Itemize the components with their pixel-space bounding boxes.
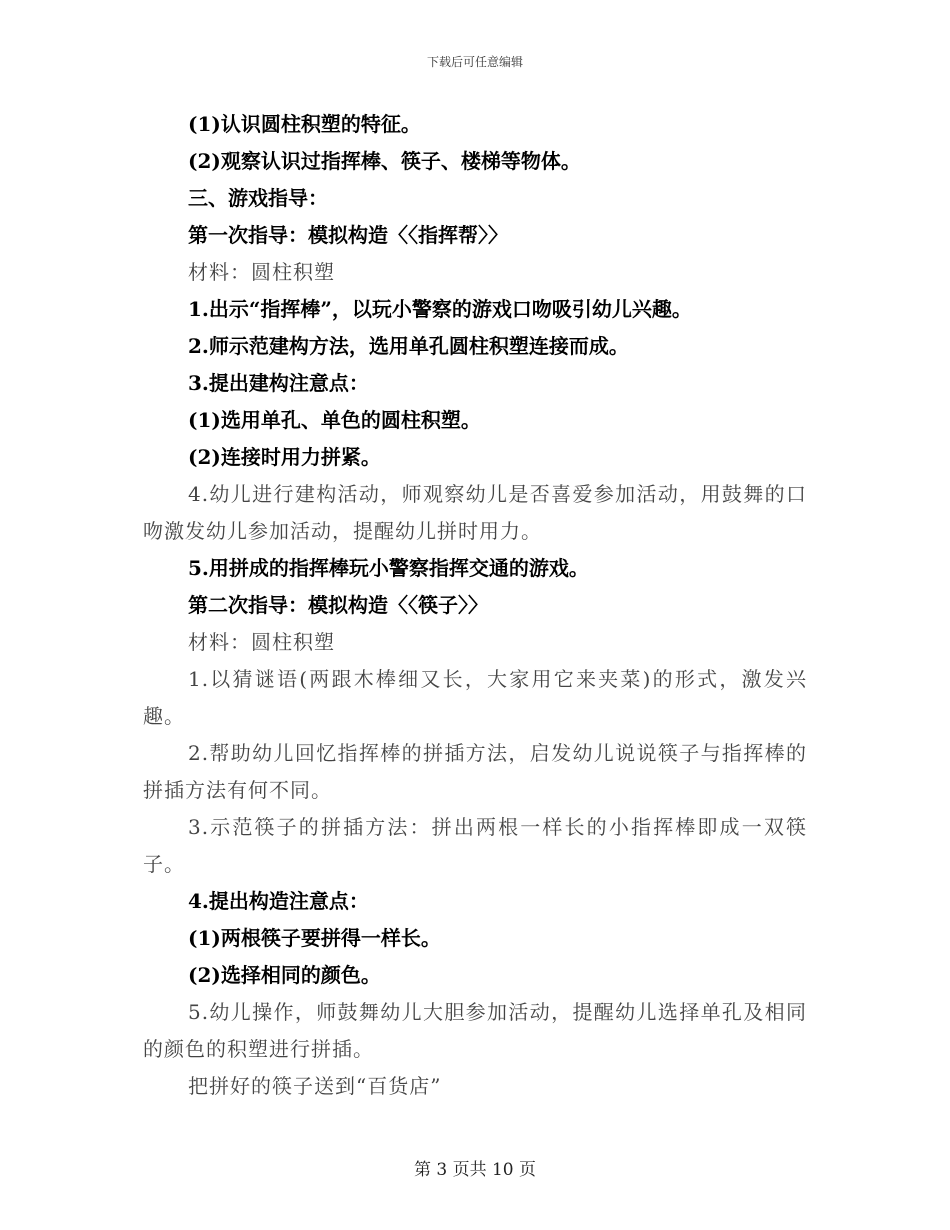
document-body	[143, 106, 807, 1105]
paragraph: 5.幼儿操作，师鼓舞幼儿大胆参加活动，提醒幼儿选择单孔及相同的颜色的积塑进行拼插。	[143, 1000, 807, 1061]
text-line: (1)两根筷子要拼得一样长。	[188, 926, 441, 950]
text-line: (2)连接时用力拼紧。	[188, 445, 381, 469]
page-footer: 第 3 页共 10 页	[413, 1160, 537, 1180]
page-header: 下载后可任意编辑	[426, 55, 523, 69]
text-line: 4.提出构造注意点：	[188, 889, 369, 913]
text-line: 1.出示“指挥棒”，以玩小警察的游戏口吻吸引幼儿兴趣。	[188, 297, 692, 321]
text-line: (1)选用单孔、单色的圆柱积塑。	[188, 408, 481, 432]
paragraph: 4.幼儿进行建构活动，师观察幼儿是否喜爱参加活动，用鼓舞的口吻激发幼儿参加活动，提醒幼儿拼时用力。	[143, 482, 807, 543]
text-line: 2.师示范建构方法，选用单孔圆柱积塑连接而成。	[188, 334, 629, 358]
paragraph: 2.帮助幼儿回忆指挥棒的拼插方法，启发幼儿说说筷子与指挥棒的拼插方法有何不同。	[143, 741, 807, 802]
section-heading: 三、游戏指导：	[188, 186, 328, 210]
text-line: (1)认识圆柱积塑的特征。	[188, 112, 421, 136]
materials-line: 材料：圆柱积塑	[188, 260, 335, 284]
subsection-heading: 第一次指导：模拟构造〈〈指挥帮〉〉	[188, 223, 508, 247]
text-line: (2)观察认识过指挥棒、筷子、楼梯等物体。	[188, 149, 581, 173]
paragraph: 3.示范筷子的拼插方法：拼出两根一样长的小指挥棒即成一双筷子。	[143, 815, 807, 876]
text-line: (2)选择相同的颜色。	[188, 963, 381, 987]
text-line: 5.用拼成的指挥棒玩小警察指挥交通的游戏。	[188, 556, 589, 580]
subsection-heading: 第二次指导：模拟构造〈〈筷子〉〉	[188, 593, 488, 617]
text-line: 3.提出建构注意点：	[188, 371, 369, 395]
text-line: 把拼好的筷子送到“百货店”	[188, 1074, 442, 1098]
materials-line: 材料：圆柱积塑	[188, 630, 335, 654]
paragraph: 1.以猜谜语(两跟木棒细又长，大家用它来夹菜)的形式，激发兴趣。	[143, 667, 807, 728]
